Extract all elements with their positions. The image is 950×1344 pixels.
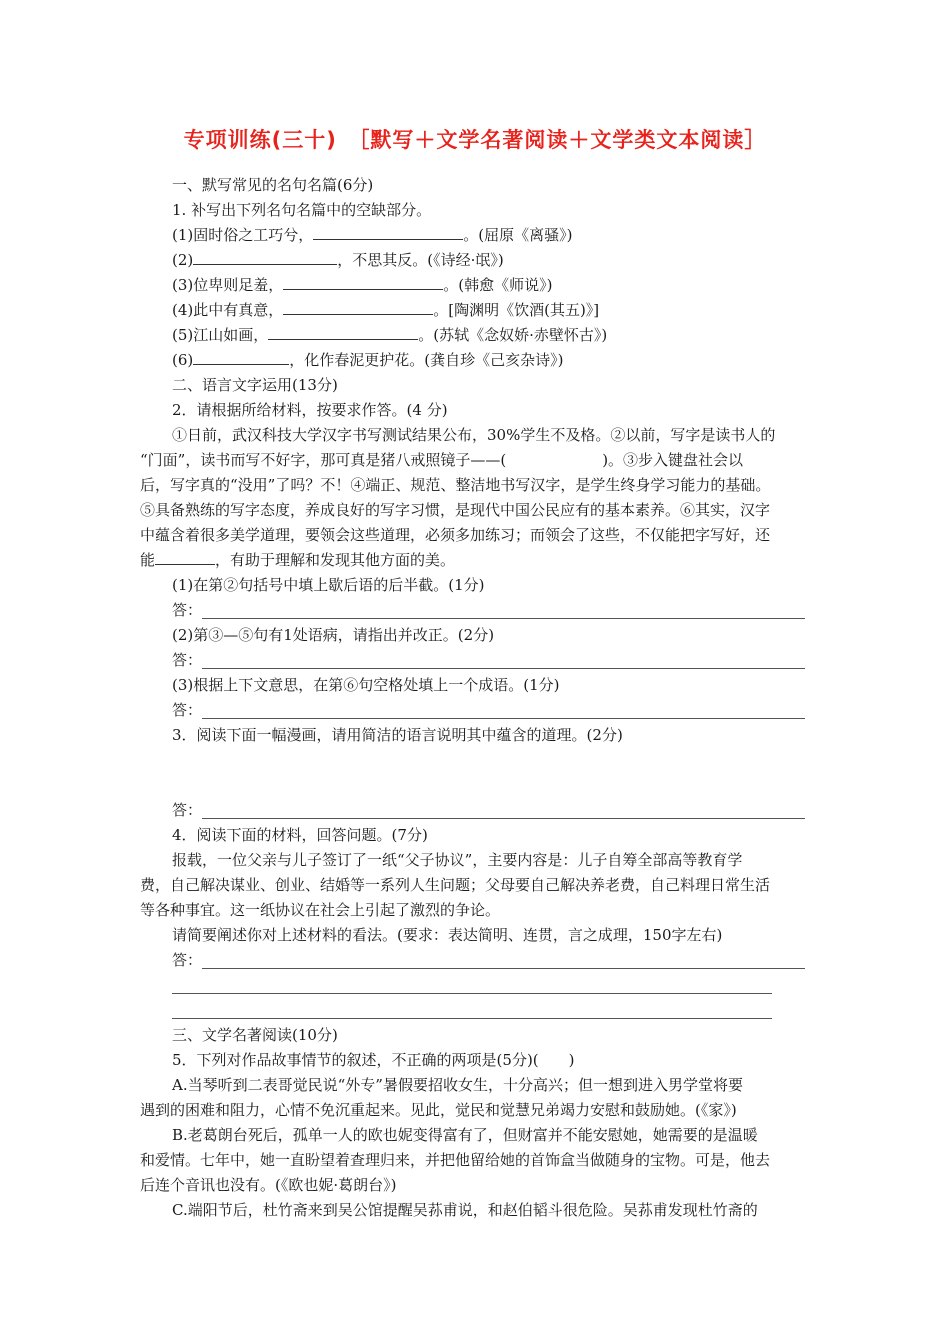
passage-line-6 <box>140 550 455 570</box>
option-b-line-2: 和爱情。七年中，她一直盼望着查理归来，并把他留给她的首饰盒当做随身的宝物。可是，他去 <box>140 1151 771 1169</box>
fill-blank-2[interactable] <box>193 250 337 265</box>
fill-item-1-suffix: 。(屈原《离骚》) <box>463 226 573 244</box>
fill-item-4-suffix: 。[陶渊明《饮酒(其五)》] <box>433 301 600 319</box>
passage-line-2-start: “门面”，读书而写不好字，那可真是猪八戒照镜子——( <box>140 451 507 469</box>
fill-item-4 <box>172 300 599 320</box>
page-title: 专项训练(三十) ［默写＋文学名著阅读＋文学类文本阅读］ <box>183 128 767 152</box>
answer-label: 答： <box>172 651 203 669</box>
section-1-heading: 一、默写常见的名句名篇(6分) <box>172 176 374 194</box>
answer-line[interactable] <box>202 618 805 619</box>
passage-line-6-start: 能 <box>140 551 156 569</box>
fill-item-5 <box>172 325 607 345</box>
fill-item-3-prefix: (3)位卑则足羞， <box>172 276 284 294</box>
fill-item-1 <box>172 225 572 245</box>
option-b-line-3: 后连个音讯也没有。(《欧也妮·葛朗台》) <box>140 1176 397 1194</box>
fill-item-3-suffix: 。(韩愈《师说》) <box>443 276 553 294</box>
option-b-line-1: B.老葛朗台死后，孤单一人的欧也妮变得富有了，但财富并不能安慰她，她需要的是温暖 <box>172 1126 758 1144</box>
fill-item-1-prefix: (1)固时俗之工巧兮， <box>172 226 314 244</box>
passage-line-4: ⑤具备熟练的写字态度，养成良好的写字习惯，是现代中国公民应有的基本素养。⑥其实，汉字 <box>140 501 771 519</box>
fill-blank-6[interactable] <box>193 350 289 365</box>
option-c-line-1: C.端阳节后，杜竹斋来到吴公馆提醒吴荪甫说，和赵伯韬斗很危险。吴荪甫发现杜竹斋的 <box>172 1201 758 1219</box>
fill-item-5-prefix: (5)江山如画， <box>172 326 269 344</box>
material-line-1: 报载，一位父亲与儿子签订了一纸“父子协议”，主要内容是：儿子自筹全部高等教育学 <box>172 851 743 869</box>
passage-line-1: ①日前，武汉科技大学汉字书写测试结果公布，30%学生不及格。②以前，写字是读书人的 <box>172 426 776 444</box>
passage-line-2 <box>140 450 743 470</box>
answer-label: 答： <box>172 951 203 969</box>
fill-item-3 <box>172 275 552 295</box>
fill-item-2-suffix: ，不思其反。(《诗经·氓》) <box>337 251 504 269</box>
sub-question-2: (2)第③—⑤句有1处语病，请指出并改正。(2分) <box>172 626 495 644</box>
fill-item-5-suffix: 。(苏轼《念奴娇·赤壁怀古》) <box>418 326 608 344</box>
section-3-heading: 三、文学名著阅读(10分) <box>172 1026 338 1044</box>
fill-item-6 <box>172 350 563 370</box>
fill-blank-4[interactable] <box>283 300 433 315</box>
passage-line-2-end: )。③步入键盘社会以 <box>602 451 744 469</box>
fill-blank-5[interactable] <box>268 325 418 340</box>
passage-line-6-end: ，有助于理解和发现其他方面的美。 <box>215 551 456 569</box>
option-a-line-2: 遇到的困难和阻力，心情不免沉重起来。见此，觉民和觉慧兄弟竭力安慰和鼓励她。(《家》) <box>140 1101 737 1119</box>
fill-blank-1[interactable] <box>313 225 463 240</box>
section-2-heading: 二、语言文字运用(13分) <box>172 376 338 394</box>
answer-label: 答： <box>172 801 203 819</box>
fill-item-4-prefix: (4)此中有真意， <box>172 301 284 319</box>
idiom-blank[interactable] <box>155 550 215 565</box>
sub-question-1: (1)在第②句括号中填上歇后语的后半截。(1分) <box>172 576 485 594</box>
answer-line[interactable] <box>202 968 805 969</box>
answer-line[interactable] <box>172 993 772 994</box>
answer-line[interactable] <box>202 668 805 669</box>
material-line-2: 费，自己解决谋业、创业、结婚等一系列人生问题；父母要自己解决养老费，自己料理日常生活 <box>140 876 771 894</box>
answer-line[interactable] <box>202 718 805 719</box>
question-2: 2．请根据所给材料，按要求作答。(4 分) <box>172 401 448 419</box>
question-1: 1. 补写出下列名句名篇中的空缺部分。 <box>172 201 432 219</box>
question-5: 5．下列对作品故事情节的叙述，不正确的两项是(5分)( ) <box>172 1051 575 1069</box>
question-4: 4．阅读下面的材料，回答问题。(7分) <box>172 826 428 844</box>
question-4-requirement: 请简要阐述你对上述材料的看法。(要求：表达简明、连贯，言之成理，150字左右) <box>172 926 723 944</box>
question-3: 3．阅读下面一幅漫画，请用简洁的语言说明其中蕴含的道理。(2分) <box>172 726 623 744</box>
answer-line[interactable] <box>202 818 805 819</box>
answer-label: 答： <box>172 701 203 719</box>
fill-item-6-prefix: (6) <box>172 351 194 369</box>
option-a-line-1: A.当琴听到二表哥觉民说“外专”暑假要招收女生，十分高兴；但一想到进入男学堂将要 <box>172 1076 743 1094</box>
sub-question-3: (3)根据上下文意思，在第⑥句空格处填上一个成语。(1分) <box>172 676 560 694</box>
fill-item-2-prefix: (2) <box>172 251 194 269</box>
fill-item-2 <box>172 250 504 270</box>
answer-label: 答： <box>172 601 203 619</box>
passage-line-5: 中蕴含着很多美学道理，要领会这些道理，必须多加练习；而领会了这些，不仅能把字写好，还 <box>140 526 771 544</box>
fill-item-6-suffix: ，化作春泥更护花。(龚自珍《己亥杂诗》) <box>289 351 564 369</box>
material-line-3: 等各种事宜。这一纸协议在社会上引起了激烈的争论。 <box>140 901 501 919</box>
passage-line-3: 后，写字真的“没用”了吗？不！④端正、规范、整洁地书写汉字，是学生终身学习能力的基础。 <box>140 476 771 494</box>
answer-line[interactable] <box>172 1018 772 1019</box>
fill-blank-3[interactable] <box>283 275 443 290</box>
